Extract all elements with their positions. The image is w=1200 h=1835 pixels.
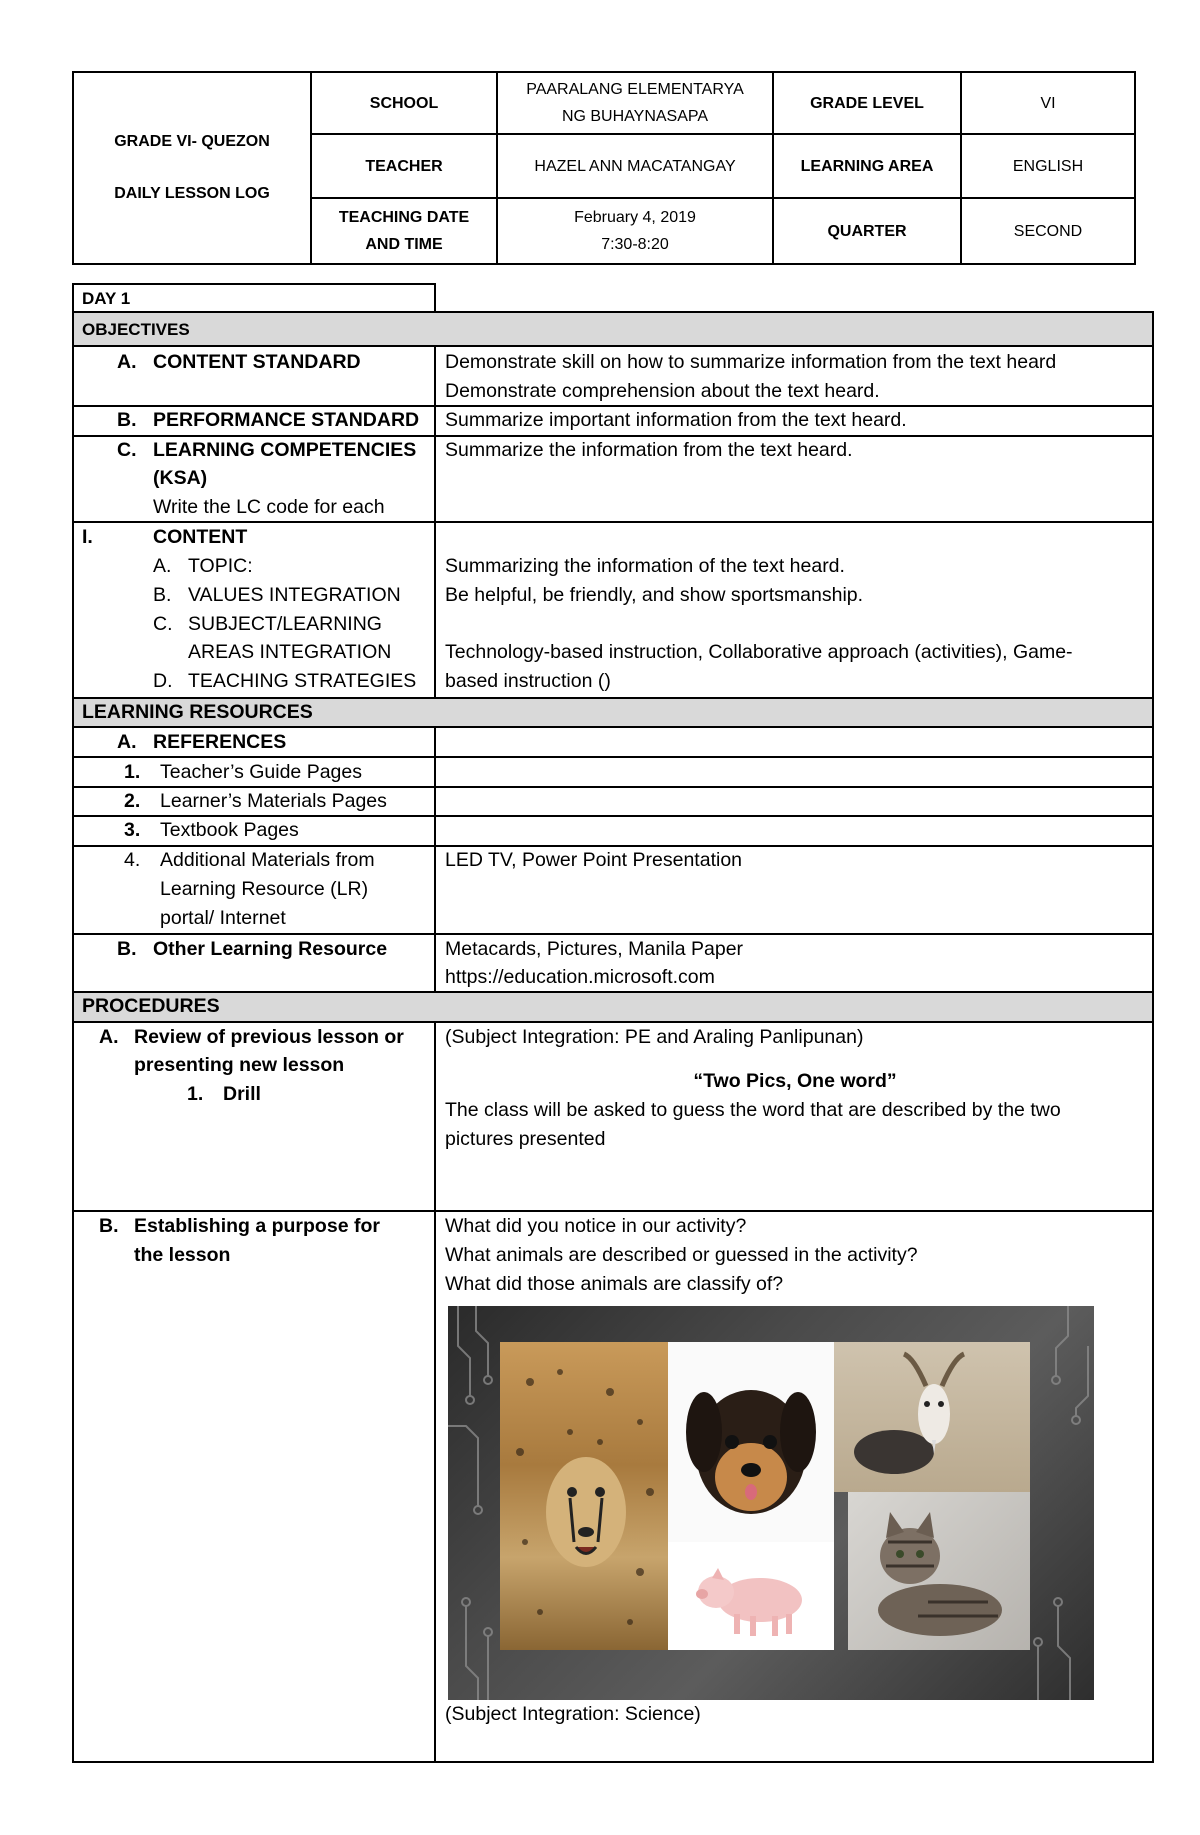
teaching-date-value-line2: 7:30-8:20	[601, 236, 669, 253]
purpose-integration: (Subject Integration: Science)	[445, 1703, 701, 1725]
strategies-letter: D.	[153, 670, 173, 692]
puppy-icon	[668, 1342, 834, 1542]
learning-competencies-value: Summarize the information from the text heard.	[445, 439, 853, 461]
cat-icon	[848, 1492, 1030, 1650]
purpose-q2: What animals are described or guessed in the activity?	[445, 1244, 918, 1266]
quarter-label: QUARTER	[773, 198, 961, 264]
teaching-date-label-line1: TEACHING DATE	[338, 209, 470, 226]
review-desc-line1: The class will be asked to guess the word that are described by the two	[445, 1099, 1061, 1121]
topic-letter: A.	[153, 555, 172, 577]
teaching-date-value	[497, 198, 773, 264]
purpose-q1: What did you notice in our activity?	[445, 1215, 747, 1237]
topic-label: TOPIC:	[188, 555, 253, 577]
subject-label-line1: SUBJECT/LEARNING	[188, 613, 382, 635]
log-title-line1: GRADE VI- QUEZON	[114, 133, 270, 150]
cat-picture	[848, 1492, 1030, 1650]
textbook-num: 3.	[124, 819, 141, 841]
additional-label-line1: Additional Materials from	[160, 849, 375, 871]
teachers-guide-num: 1.	[124, 761, 141, 783]
strategies-value-line2: based instruction ()	[445, 670, 611, 692]
review-label-line1: Review of previous lesson or	[134, 1026, 404, 1048]
other-resource-line2: https://education.microsoft.com	[445, 966, 715, 988]
content-standard-letter: A.	[117, 351, 137, 373]
game-title: “Two Pics, One word”	[693, 1070, 897, 1092]
grade-level-label: GRADE LEVEL	[773, 72, 961, 134]
other-resource-line1: Metacards, Pictures, Manila Paper	[445, 938, 744, 960]
log-title-line2: DAILY LESSON LOG	[114, 185, 270, 202]
subject-label-line2: AREAS INTEGRATION	[188, 641, 392, 663]
school-value	[497, 72, 773, 134]
learning-area-label: LEARNING AREA	[773, 134, 961, 198]
review-desc-line2: pictures presented	[445, 1128, 606, 1150]
content-label: CONTENT	[153, 526, 248, 548]
pig-picture	[668, 1542, 834, 1650]
school-value-line1: PAARALANG ELEMENTARYA	[526, 81, 744, 98]
learners-materials-label: Learner’s Materials Pages	[160, 790, 387, 812]
values-letter: B.	[153, 584, 172, 606]
procedures-band	[72, 992, 1152, 1021]
school-value-line2: NG BUHAYNASAPA	[561, 108, 709, 125]
learning-resources-header: LEARNING RESOURCES	[82, 701, 313, 723]
additional-num: 4.	[124, 849, 141, 871]
teacher-label: TEACHER	[311, 134, 497, 198]
learning-competencies-label-line1: LEARNING COMPETENCIES	[153, 439, 417, 461]
teaching-date-value-line1: February 4, 2019	[574, 209, 696, 226]
textbook-label: Textbook Pages	[160, 819, 299, 841]
drill-label: Drill	[223, 1083, 261, 1105]
log-title	[73, 72, 311, 264]
school-label: SCHOOL	[311, 72, 497, 134]
learners-materials-num: 2.	[124, 790, 141, 812]
teaching-date-label	[311, 198, 497, 264]
drill-num: 1.	[187, 1083, 204, 1105]
header-table	[72, 71, 1136, 265]
purpose-q3: What did those animals are classify of?	[445, 1273, 784, 1295]
content-standard-line2: Demonstrate comprehension about the text heard.	[445, 380, 880, 402]
learning-competencies-letter: C.	[117, 439, 137, 461]
references-letter: A.	[117, 731, 137, 753]
other-resource-label: Other Learning Resource	[153, 938, 388, 960]
cheetah-picture	[500, 1342, 668, 1650]
review-letter: A.	[99, 1026, 119, 1048]
content-standard-line1: Demonstrate skill on how to summarize information from the text heard	[445, 351, 1057, 373]
procedures-header: PROCEDURES	[82, 995, 220, 1017]
puppy-picture	[668, 1342, 834, 1542]
animal-collage-image	[448, 1306, 1094, 1700]
additional-label-line3: portal/ Internet	[160, 907, 286, 929]
additional-label-line2: Learning Resource (LR)	[160, 878, 369, 900]
quarter-value: SECOND	[961, 198, 1135, 264]
content-numeral: I.	[82, 526, 93, 548]
values-value: Be helpful, be friendly, and show sportsmanship.	[445, 584, 864, 606]
purpose-letter: B.	[99, 1215, 119, 1237]
goat-picture	[834, 1342, 1030, 1492]
teachers-guide-label: Teacher’s Guide Pages	[160, 761, 362, 783]
performance-standard-letter: B.	[117, 409, 137, 431]
objectives-band	[72, 312, 1152, 346]
strategies-label: TEACHING STRATEGIES	[188, 670, 417, 692]
pig-icon	[668, 1542, 834, 1650]
references-label: REFERENCES	[153, 731, 287, 753]
other-resource-letter: B.	[117, 938, 137, 960]
additional-value: LED TV, Power Point Presentation	[445, 849, 743, 871]
review-label-line2: presenting new lesson	[134, 1054, 345, 1076]
learning-competencies-label-line3: Write the LC code for each	[153, 496, 385, 518]
teacher-value: HAZEL ANN MACATANGAY	[497, 134, 773, 198]
performance-standard-value: Summarize important information from the text heard.	[445, 409, 907, 431]
strategies-value-line1: Technology-based instruction, Collaborative approach (activities), Game-	[445, 641, 1073, 663]
objectives-header: OBJECTIVES	[82, 320, 190, 339]
grade-level-value: VI	[961, 72, 1135, 134]
performance-standard-label: PERFORMANCE STANDARD	[153, 409, 420, 431]
learning-area-value: ENGLISH	[961, 134, 1135, 198]
day-label: DAY 1	[82, 289, 131, 308]
review-integration: (Subject Integration: PE and Araling Panlipunan)	[445, 1026, 864, 1048]
learning-competencies-label-line2: (KSA)	[153, 467, 208, 489]
purpose-label-line1: Establishing a purpose for	[134, 1215, 380, 1237]
values-label: VALUES INTEGRATION	[188, 584, 401, 606]
content-standard-label: CONTENT STANDARD	[153, 351, 361, 373]
cheetah-icon	[500, 1342, 668, 1650]
topic-value: Summarizing the information of the text heard.	[445, 555, 845, 577]
teaching-date-label-line2: AND TIME	[365, 236, 443, 253]
subject-letter: C.	[153, 613, 173, 635]
purpose-label-line2: the lesson	[134, 1244, 231, 1266]
goat-icon	[834, 1342, 1030, 1492]
